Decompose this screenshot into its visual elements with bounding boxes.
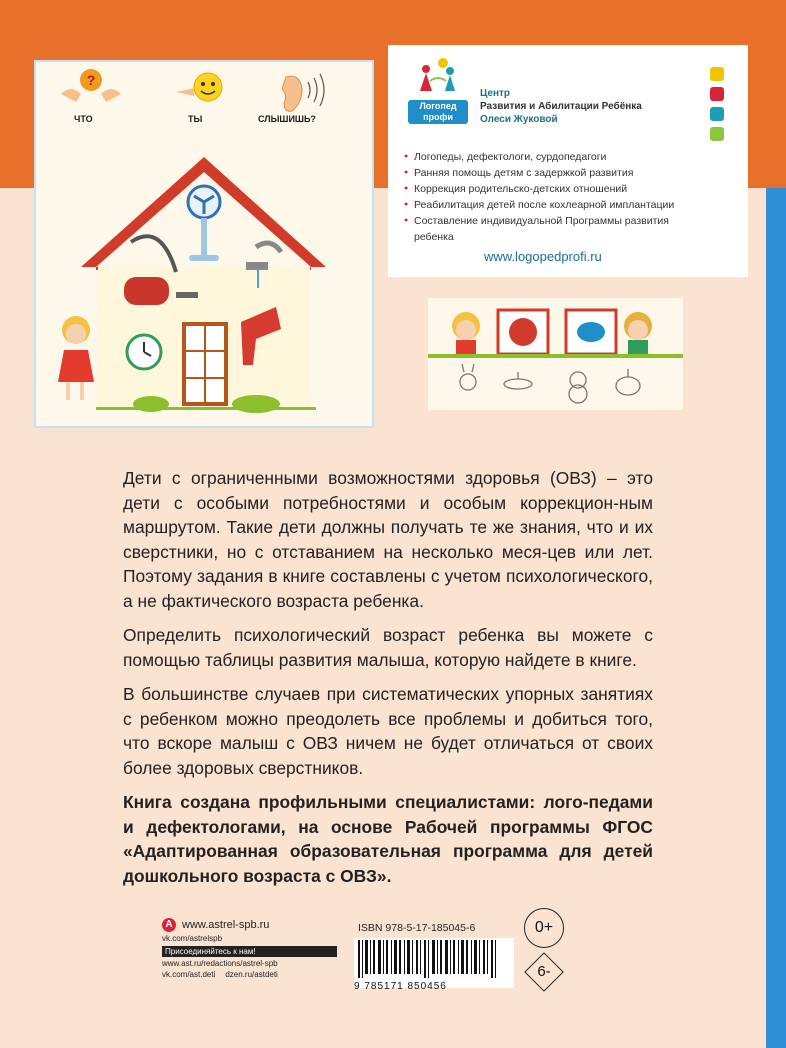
center-title-1: Центр [480,88,511,99]
dzen-link: dzen.ru/astdeti [225,970,278,979]
kids-illustration-panel [428,298,683,410]
service-item: ● Составление индивидуальной Программы развития ребенка [404,213,704,245]
center-website: www.logopedprofi.ru [484,249,602,264]
service-item: ● Коррекция родительско-детских отношений [404,181,704,197]
heart-badge-green [710,127,724,141]
house-word-hear: СЛЫШИШЬ? [258,114,316,124]
vk-deti-link: vk.com/ast.deti [162,970,216,979]
logo-line-2: профи [423,112,453,122]
paragraph-2: Определить психологический возраст ребенка вы можете с помощью таблицы развития малыша, которую найдете в книге. [123,625,653,670]
age-rating-circle: 0+ [524,908,564,948]
paragraph-3: В большинстве случаев при систематических упорных занятиях с ребенком можно преодолеть все проблемы и добиться того, что вскоре малыш с ОВЗ ничем не будет отличаться от своих более здоровых сверстников. [123,684,653,778]
kids-illustration [428,298,683,410]
center-title-3: Олеси Жуковой [480,114,558,125]
center-title-2: Развития и Абилитации Ребёнка [480,101,642,112]
service-item: ● Реабилитация детей после кохлеарной имплантации [404,197,704,213]
publisher-site: www.astrel-spb.ru [182,919,270,931]
vk-link: vk.com/astrelspb [162,934,223,943]
description-text [123,466,653,898]
services-list [404,149,704,245]
barcode-digits: 9 785171 850456 [354,981,447,992]
house-word-what: ЧТО [74,114,93,124]
heart-badges [710,67,724,141]
heart-badge-teal [710,107,724,121]
speech-center-panel [388,45,748,277]
svg-text:?: ? [86,72,96,88]
logo-line-1: Логопед [419,101,457,111]
barcode-bars-icon [354,938,514,978]
paragraph-4: Книга создана профильными специалистами: лого-педами и дефектологами, на основе Рабочей программы ФГОС «Адаптированная образовательная программа для детей дошкольного возраста с ОВЗ». [123,792,653,886]
age-rating-diamond-label: 6- [537,963,551,980]
publisher-block [162,918,337,979]
house-illustration-panel [34,60,374,428]
logo [408,55,468,121]
age-rating-diamond [524,952,564,992]
blue-side-strip [766,188,786,1048]
service-item: ● Логопеды, дефектологи, сурдопедагоги [404,149,704,165]
join-banner: Присоединяйтесь к нам! [162,946,337,957]
service-item: ● Ранняя помощь детям с задержкой развития [404,165,704,181]
barcode [354,938,514,992]
heart-badge-red [710,87,724,101]
paragraph-1: Дети с ограниченными возможностями здоровья (ОВЗ) – это дети с особыми потребностями и особым коррекцион-ным маршрутом. Такие дети должны получать те же знания, что и их сверстники, но с отставанием на несколько меся-цев или лет. Поэтому задания в книге составлены с учетом психологического, а не фактического возраста ребенка. [123,468,653,611]
publisher-logo-icon: A [162,918,176,932]
house-word-you: ТЫ [188,114,203,124]
isbn-text: ISBN 978-5-17-185045-6 [358,922,476,934]
logo-figures-icon [408,55,468,95]
heart-badge-yellow [710,67,724,81]
ast-link: www.ast.ru/redactions/astrel-spb [162,959,278,968]
